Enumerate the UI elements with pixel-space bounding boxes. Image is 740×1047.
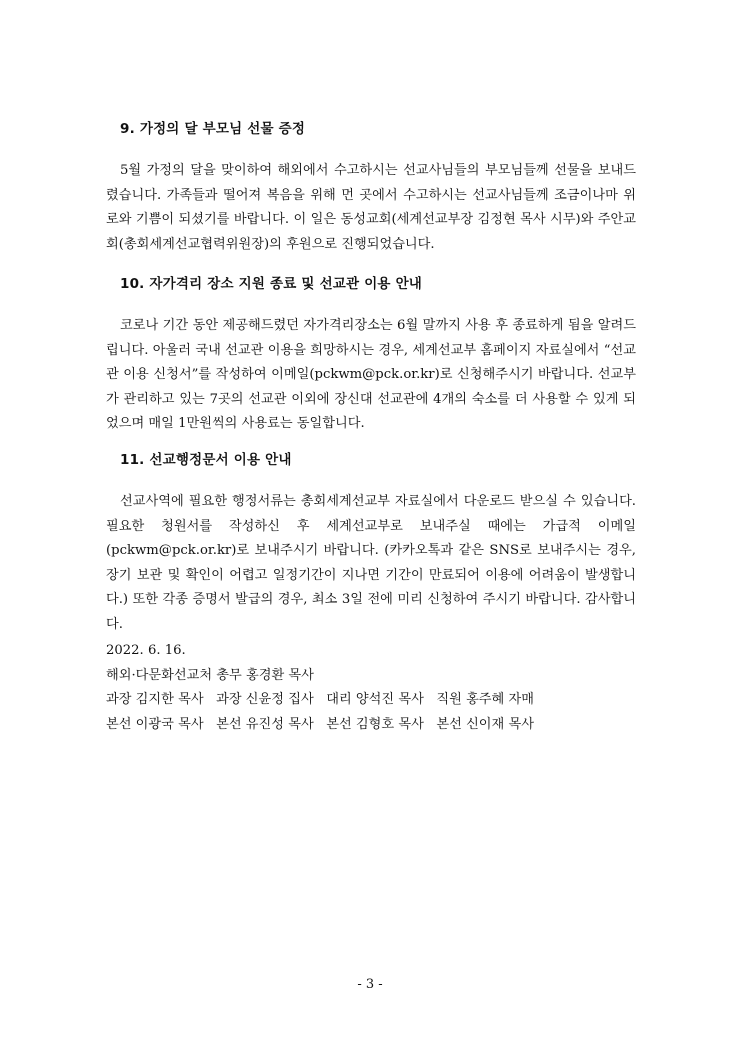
- signature-line-missionaries: 본선 이광국 목사 본선 유진성 목사 본선 김형호 목사 본선 신이재 목사: [106, 716, 534, 732]
- signature-date: 2022. 6. 16.: [106, 643, 186, 658]
- section-admin-documents: [106, 450, 636, 637]
- section-heading: 9. 가정의 달 부모님 선물 증정: [120, 121, 306, 137]
- section-body: 5월 가정의 달을 맞이하여 해외에서 수고하시는 선교사님들의 부모님들께 선물을 보내드렸습니다. 가족들과 떨어져 복음을 위해 먼 곳에서 수고하시는 선교사님들께 조금이나마 위로와 기쁨이 되셨기를 바랍니다. 이 일은 동성교회(세계선교부장 김정현 목사 시무)와 주안교회(총회세계선교협력위원장)의 후원으로 진행되었습니다.: [106, 163, 636, 252]
- page-number: - 3 -: [357, 977, 383, 992]
- section-parents-gift: [106, 119, 636, 257]
- section-body: 코로나 기간 동안 제공해드렸던 자가격리장소는 6월 말까지 사용 후 종료하게 됨을 알려드립니다. 아울러 국내 선교관 이용을 희망하시는 경우, 세계선교부 홈페이지 자료실에서 “선교관 이용 신청서”를 작성하여 이메일(pckwm@pck.or.kr)로 신청해주시기 바랍니다. 선교부가 관리하고 있는 7곳의 선교관 이외에 장신대 선교관에 4개의 숙소를 더 사용할 수 있게 되었으며 매일 1만원씩의 사용료는 동일합니다.: [106, 318, 636, 431]
- section-body: 선교사역에 필요한 행정서류는 총회세계선교부 자료실에서 다운로드 받으실 수 있습니다. 필요한 청원서를 작성하신 후 세계선교부로 보내주실 때에는 가급적 이메일(pckwm@pck.or.kr)로 보내주시기 바랍니다. (카카오톡과 같은 SNS로 보내주시는 경우, 장기 보관 및 확인이 어렵고 일정기간이 지나면 기간이 만료되어 이용에 어려움이 발생합니다.) 또한 각종 증명서 발급의 경우, 최소 3일 전에 미리 신청하여 주시기 바랍니다. 감사합니다.: [106, 494, 636, 632]
- signature-block: [106, 639, 666, 737]
- section-quarantine-mission-house: [106, 274, 636, 437]
- signature-line-staff: 과장 김지한 목사 과장 신윤정 집사 대리 양석진 목사 직원 홍주혜 자매: [106, 692, 534, 707]
- signature-line-director: 해외·다문화선교처 총무 홍경환 목사: [106, 667, 314, 683]
- section-heading: 10. 자가격리 장소 지원 종료 및 선교관 이용 안내: [120, 276, 423, 292]
- section-heading: 11. 선교행정문서 이용 안내: [120, 452, 292, 468]
